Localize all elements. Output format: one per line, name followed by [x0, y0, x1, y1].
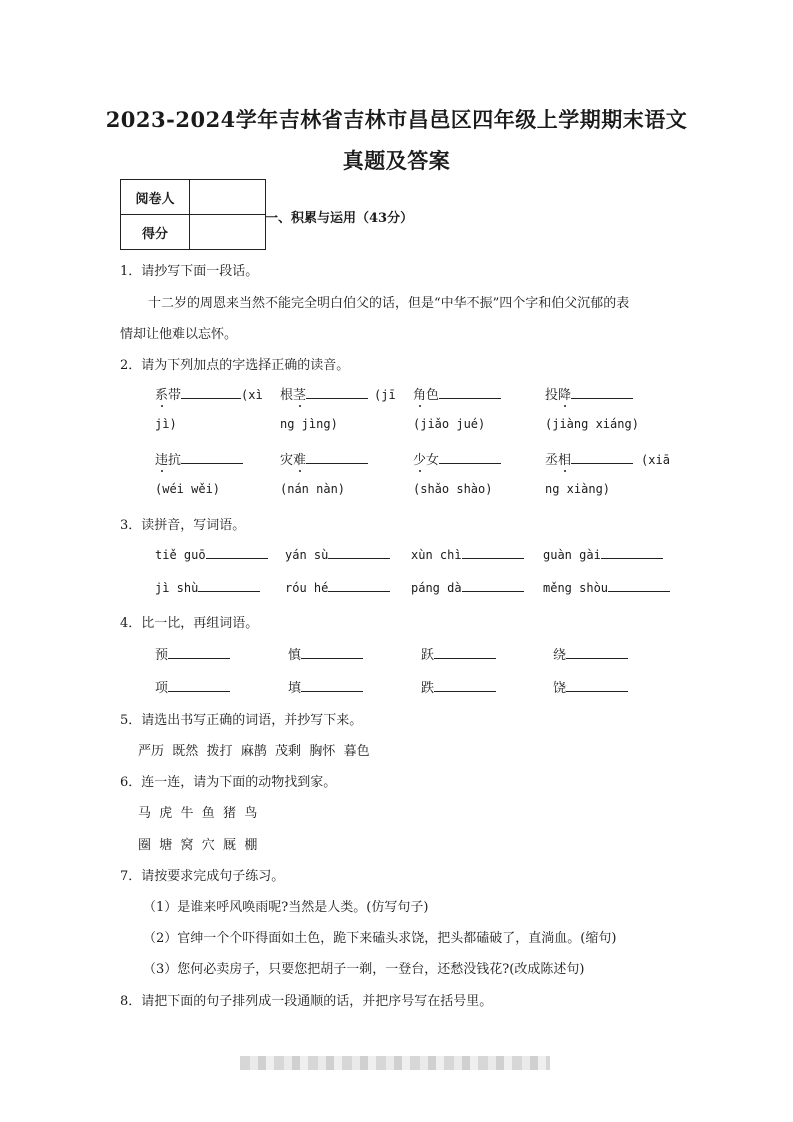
title-line-1: 2023-2024学年吉林省吉林市昌邑区四年级上学期期末语文 [105, 107, 688, 132]
q5-prompt: 5．请选出书写正确的词语，并抄写下来。 [120, 713, 363, 728]
blurred-footer [240, 1056, 550, 1070]
answer-blank[interactable] [181, 386, 241, 399]
q2-options-8: ng xiàng) [545, 482, 611, 496]
q2-item-7: 少女 [413, 449, 501, 468]
q3-item-2: yán sù [285, 546, 390, 563]
answer-blank[interactable] [566, 646, 628, 659]
q4-item-3: 跃 [421, 644, 496, 663]
answer-blank[interactable] [206, 546, 268, 559]
answer-blank[interactable] [328, 579, 390, 592]
q2-options-7: (shǎo shào) [413, 482, 493, 496]
title-line-2: 真题及答案 [342, 148, 451, 173]
answer-blank[interactable] [434, 646, 496, 659]
q4-item-1: 预 [155, 644, 230, 663]
q6-animals: 马 虎 牛 鱼 猪 鸟 [138, 806, 258, 821]
answer-blank[interactable] [434, 679, 496, 692]
answer-blank[interactable] [608, 579, 670, 592]
q4-item-2: 慎 [288, 644, 363, 663]
q2-options-5: (wéi wěi) [155, 482, 221, 496]
q7-sentence-3: （3）您何必卖房子，只要您把胡子一剃，一登台，还愁没钱花?(改成陈述句) [143, 962, 585, 977]
score-box [190, 215, 266, 250]
q3-item-6: róu hé [285, 579, 390, 596]
q3-prompt: 3．读拼音，写词语。 [120, 518, 246, 533]
answer-blank[interactable] [566, 679, 628, 692]
answer-blank[interactable] [601, 546, 663, 559]
q2-options-6: (nán nàn) [280, 482, 346, 496]
q5-words: 严历 既然 拨打 麻鹊 茂剩 胸怀 暮色 [138, 744, 370, 759]
answer-blank[interactable] [328, 546, 390, 559]
answer-blank[interactable] [439, 386, 501, 399]
q2-item-1: 系带 (xì [155, 384, 263, 403]
reviewer-label: 阅卷人 [121, 180, 190, 215]
q2-item-5: 违抗 [155, 449, 243, 468]
q3-item-5: jì shù [155, 579, 260, 596]
answer-blank[interactable] [571, 451, 633, 464]
q4-item-5: 项 [155, 677, 230, 696]
q1-text-line-2: 情却让他难以忘怀。 [120, 327, 238, 342]
q2-options-3: (jiǎo jué) [413, 417, 486, 431]
q2-options-2: ng jìng) [280, 417, 338, 431]
q4-item-6: 填 [288, 677, 363, 696]
answer-blank[interactable] [462, 546, 524, 559]
q1-text-line-1: 十二岁的周恩来当然不能完全明白伯父的话，但是“中华不振”四个字和伯父沉郁的表 [148, 296, 630, 311]
q7-prompt: 7．请按要求完成句子练习。 [120, 869, 285, 884]
q2-item-6: 灾难 [280, 449, 368, 468]
q3-item-4: guàn gài [543, 546, 663, 563]
q6-prompt: 6．连一连，请为下面的动物找到家。 [120, 775, 337, 790]
answer-blank[interactable] [462, 579, 524, 592]
q2-options-4: (jiàng xiáng) [545, 417, 639, 431]
q3-item-1: tiě guō [155, 546, 268, 563]
answer-blank[interactable] [301, 646, 363, 659]
q3-item-7: páng dà [411, 579, 524, 596]
q4-item-4: 绕 [553, 644, 628, 663]
q2-item-8: 丞相 (xiā [545, 449, 670, 468]
q4-item-7: 跌 [421, 677, 496, 696]
q7-sentence-2: （2）官绅一个个吓得面如土色，跪下来磕头求饶，把头都磕破了，直淌血。(缩句) [143, 931, 617, 946]
reviewer-box [190, 180, 266, 215]
answer-blank[interactable] [168, 646, 230, 659]
q3-item-3: xùn chì [411, 546, 524, 563]
score-table [120, 179, 266, 250]
answer-blank[interactable] [181, 451, 243, 464]
q4-item-8: 饶 [553, 677, 628, 696]
answer-blank[interactable] [306, 386, 368, 399]
answer-blank[interactable] [439, 451, 501, 464]
answer-blank[interactable] [571, 386, 633, 399]
answer-blank[interactable] [168, 679, 230, 692]
q2-item-2: 根茎 (jī [280, 384, 396, 403]
score-label: 得分 [121, 215, 190, 250]
section-heading: 一、积累与运用（43分） [265, 211, 414, 226]
q2-item-4: 投降 [545, 384, 633, 403]
q4-prompt: 4．比一比，再组词语。 [120, 616, 259, 631]
q7-sentence-1: （1）是谁来呼风唤雨呢?当然是人类。(仿写句子) [143, 900, 429, 915]
q2-item-3: 角色 [413, 384, 501, 403]
q8-prompt: 8．请把下面的句子排列成一段通顺的话，并把序号写在括号里。 [120, 994, 493, 1009]
q6-homes: 圈 塘 窝 穴 厩 棚 [138, 838, 258, 853]
q2-options-1: jì) [155, 417, 177, 431]
answer-blank[interactable] [198, 579, 260, 592]
answer-blank[interactable] [301, 679, 363, 692]
q2-prompt: 2．请为下列加点的字选择正确的读音。 [120, 358, 350, 373]
q1-prompt: 1．请抄写下面一段话。 [120, 264, 259, 279]
answer-blank[interactable] [306, 451, 368, 464]
q3-item-8: měng shòu [543, 579, 670, 596]
